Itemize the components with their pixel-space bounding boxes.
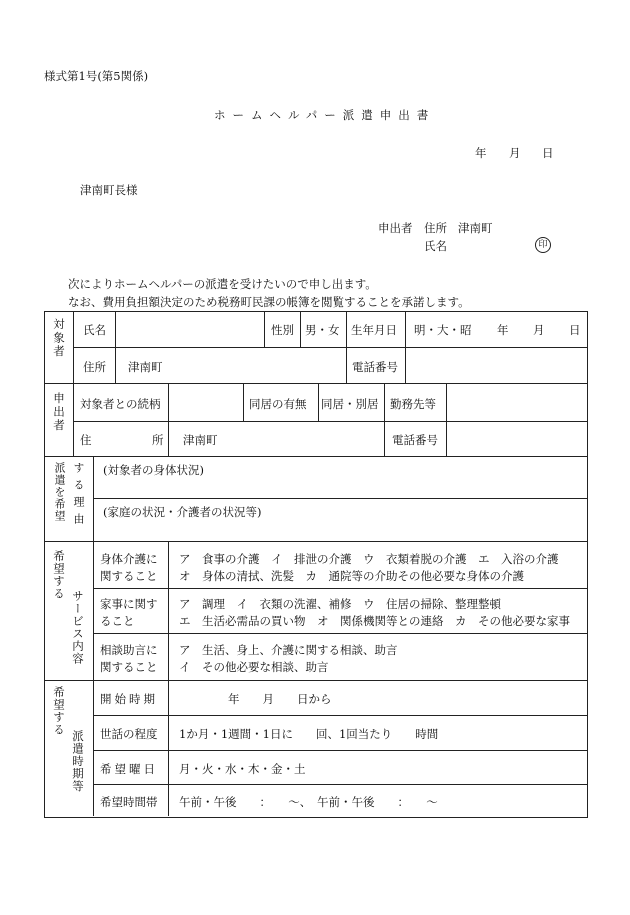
reason-physical-label: (対象者の身体状況) bbox=[103, 463, 204, 477]
subject-phone-label: 電話番号 bbox=[352, 360, 398, 374]
date-day: 日 bbox=[542, 146, 554, 160]
applicant-work-label: 勤務先等 bbox=[390, 397, 436, 411]
subject-birth-day: 日 bbox=[569, 323, 581, 337]
service-row-3-label-1: 相談助言に bbox=[100, 643, 158, 657]
service-row-2-item-1: ア 調理 イ 衣類の洗濯、補修 ウ 住居の掃除、整理整頓 bbox=[179, 597, 501, 611]
subject-birth-year: 年 bbox=[497, 323, 509, 337]
period-section-label-a: 希望する bbox=[52, 686, 66, 736]
reason-section-label-a: 派遣を希望 bbox=[53, 462, 66, 522]
subject-birth-label: 生年月日 bbox=[351, 323, 397, 337]
subject-address-value: 津南町 bbox=[128, 360, 163, 374]
seal-icon: 印 bbox=[535, 237, 551, 253]
intro-line-2: なお、費用負担額決定のため税務町民課の帳簿を閲覧することを承諾します。 bbox=[68, 295, 470, 309]
service-row-2-label-1: 家事に関す bbox=[100, 597, 158, 611]
service-row-3-label-2: 関すること bbox=[100, 660, 158, 674]
applicant-phone-label: 電話番号 bbox=[392, 433, 438, 447]
period-section-label-b: 派遣時期等 bbox=[71, 730, 85, 793]
addressee: 津南町長様 bbox=[80, 183, 138, 197]
applicant-cohabit-label: 同居の有無 bbox=[249, 397, 307, 411]
form-number: 様式第1号(第5関係) bbox=[44, 69, 149, 83]
subject-era-options: 明・大・昭 bbox=[414, 323, 472, 337]
period-start-label: 開始時期 bbox=[100, 692, 158, 706]
applicant-cohabit-options: 同居・別居 bbox=[321, 397, 379, 411]
period-time-value: 午前・午後 ： ～、 午前・午後 ： ～ bbox=[179, 795, 438, 809]
reason-family-label: (家庭の状況・介護者の状況等) bbox=[103, 505, 262, 519]
applicant-name-label: 氏名 bbox=[424, 239, 447, 253]
subject-gender-options: 男・女 bbox=[305, 323, 340, 337]
applicant-address-value: 津南町 bbox=[183, 433, 218, 447]
period-frequency-value: 1か月・1週間・1日に 回、1回当たり 時間 bbox=[179, 727, 439, 741]
period-frequency-label: 世話の程度 bbox=[100, 727, 158, 741]
service-section-label-a: 希望する bbox=[52, 550, 66, 600]
service-row-3-item-2: イ その他必要な相談、助言 bbox=[179, 660, 329, 674]
service-row-1-label-2: 関すること bbox=[100, 569, 158, 583]
subject-section-label: 対象者 bbox=[52, 318, 66, 359]
period-weekday-label: 希望曜日 bbox=[100, 762, 158, 776]
applicant-address-label-1: 住 bbox=[80, 433, 92, 447]
applicant-section-label: 申出者 bbox=[52, 392, 66, 433]
applicant-label: 申出者 bbox=[378, 221, 413, 235]
subject-address-label: 住所 bbox=[83, 360, 106, 374]
applicant-relation-label: 対象者との続柄 bbox=[80, 397, 161, 411]
applicant-address-value: 津南町 bbox=[458, 221, 493, 235]
applicant-address-label-2: 所 bbox=[152, 433, 164, 447]
subject-birth-month: 月 bbox=[533, 323, 545, 337]
page-title: ホームヘルパー派遣申出書 bbox=[214, 108, 436, 122]
period-time-label: 希望時間帯 bbox=[100, 795, 158, 809]
applicant-address-label: 住所 bbox=[424, 221, 447, 235]
service-section-label-b: サービス内容 bbox=[71, 590, 85, 665]
service-row-3-item-1: ア 生活、身上、介護に関する相談、助言 bbox=[179, 643, 398, 657]
service-row-1-item-2: オ 身体の清拭、洗髪 カ 通院等の介助その他必要な身体の介護 bbox=[179, 569, 524, 583]
intro-line-1: 次によりホームヘルパーの派遣を受けたいので申し出ます。 bbox=[68, 277, 377, 291]
subject-gender-label: 性別 bbox=[271, 323, 294, 337]
reason-section-label-b: する理由 bbox=[72, 462, 85, 530]
period-weekday-value: 月・火・水・木・金・土 bbox=[179, 762, 306, 776]
date-year: 年 bbox=[475, 146, 487, 160]
period-start-value: 年 月 日から bbox=[228, 692, 332, 706]
service-row-1-label-1: 身体介護に bbox=[100, 552, 158, 566]
service-row-2-label-2: ること bbox=[100, 614, 135, 628]
service-row-2-item-2: エ 生活必需品の買い物 オ 関係機関等との連絡 カ その他必要な家事 bbox=[179, 614, 570, 628]
date-month: 月 bbox=[509, 146, 521, 160]
subject-name-label: 氏名 bbox=[83, 323, 106, 337]
service-row-1-item-1: ア 食事の介護 イ 排泄の介護 ウ 衣類着脱の介護 エ 入浴の介護 bbox=[179, 552, 559, 566]
